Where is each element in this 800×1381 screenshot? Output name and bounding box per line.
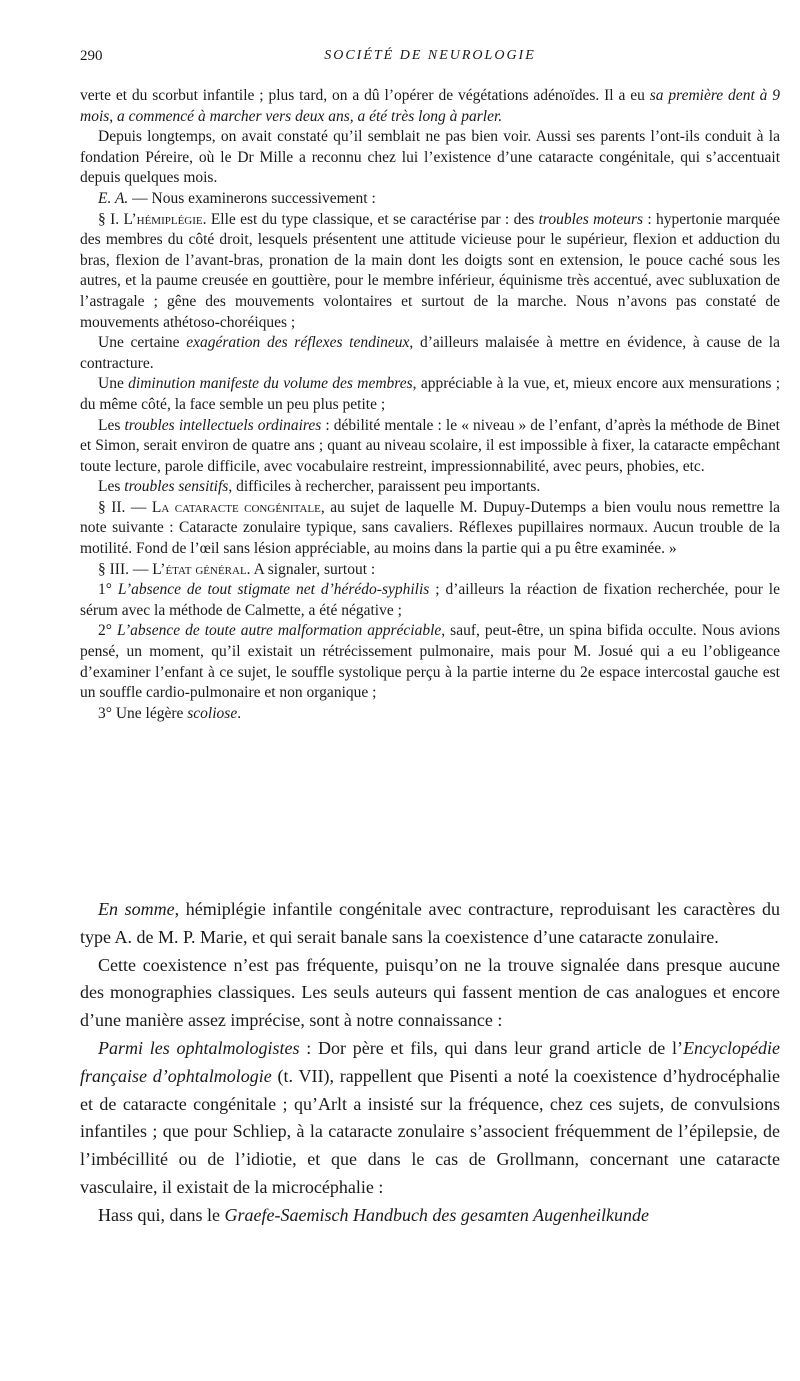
text-run: L’absence de tout stigmate net d’hérédo-syphilis <box>117 581 430 599</box>
text-run: , au sujet de laquelle M. Dupuy-Dutemps a bien voulu nous remettre la note suivante : Cataracte zonulaire typique, sans cavaliers. Réflexes pupillaires normaux. Aucun trouble de la motilité. Fond de l’œil sans lésion appréciable, au moins dans la partie qui a pu être examinée. » <box>80 498 781 558</box>
paragraph <box>80 1035 780 1202</box>
paragraph <box>80 477 780 498</box>
text-run: Les <box>98 416 125 434</box>
paragraph <box>80 704 780 725</box>
paragraph <box>80 416 780 478</box>
text-run: L’état général <box>152 560 247 578</box>
paragraph <box>80 333 780 374</box>
text-run: Graefe-Saemisch Handbuch des gesamten Augenheilkunde <box>224 1204 650 1225</box>
text-run: § I. <box>98 210 124 228</box>
text-run: 3° Une légère <box>98 704 188 722</box>
text-run: Hass qui, dans le <box>98 1204 225 1225</box>
text-run: , d’ailleurs malaisée à mettre en évidence, à cause de la contracture. <box>80 334 780 372</box>
text-run: En somme <box>98 899 175 919</box>
paragraph <box>80 374 780 415</box>
text-run: diminution manifeste du volume des membres <box>128 375 413 393</box>
text-run: Cette coexistence n’est pas fréquente, puisqu’on ne la trouve signalée dans presque aucune des monographies classiques. Les seuls auteurs qui fassent mention de cas analogues et encore d’une manière assez imprécise, sont à notre connaissance : <box>80 954 780 1031</box>
text-run: : hypertonie marquée des membres du côté droit, lesquels présentent une attitude vicieuse pour le supérieur, flexion et adduction du bras, flexion de l’avant-bras, pronation de la main dont les doigts sont en extension, le pouce caché sous les autres, et la paume creusée en gouttière, pour le membre inférieur, équinisme très accentué, avec subluxation de l’astragale ; gêne des mouvements volontaires et surtout de la marche. Nous n’avons pas constaté de mouvements athétoso-choréiques ; <box>80 210 780 331</box>
paragraph <box>80 952 780 1035</box>
text-run: , hémiplégie infantile congénitale avec contracture, reproduisant les caractères du type A. de M. P. Marie, et qui serait banale sans la coexistence d’une cataracte zonulaire. <box>80 899 780 947</box>
paragraph <box>80 86 780 127</box>
page-number: 290 <box>80 48 103 64</box>
text-run: , sauf, peut-être, un spina bifida occulte. Nous avions pensé, un moment, qu’il existait un rétrécissement pulmonaire, mais pour M. Josué qui a eu l’obligeance d’examiner l’enfant à ce sujet, le souffle systolique perçu à la partie interne du 2e espace intercostal gauche est un souffle cardio-pulmonaire et non organique ; <box>80 622 780 702</box>
text-run: Parmi les ophtalmologistes <box>98 1037 300 1058</box>
text-run: verte et du scorbut infantile ; plus tard, on a dû l’opérer de végétations adénoïdes. Il a eu <box>80 87 650 104</box>
text-run: . A signaler, surtout : <box>246 560 376 578</box>
text-run: : débilité mentale : le « niveau » de l’enfant, d’après la méthode de Binet et Simon, serait environ de quatre ans ; quant au niveau scolaire, il est impossible à fixer, la cataracte empêchant toute lecture, parole difficile, avec vocabulaire restreint, impressionnabilité, avec peurs, phobies, etc. <box>80 416 780 475</box>
text-run: L’absence de toute autre malformation appréciable <box>116 622 442 640</box>
text-run: E. A. <box>98 189 129 207</box>
paragraph <box>80 498 780 560</box>
text-run: , difficiles à rechercher, paraissent peu importants. <box>228 478 541 496</box>
paragraph <box>80 189 780 210</box>
paragraph <box>80 580 780 621</box>
running-title: SOCIÉTÉ DE NEUROLOGIE <box>324 48 536 63</box>
text-run: exagération des réflexes tendineux <box>186 334 410 352</box>
text-run: . Elle est du type classique, et se caractérise par : des <box>202 210 539 228</box>
text-run: : Dor père et fils, qui dans leur grand article de l’ <box>299 1037 684 1058</box>
text-run: Depuis longtemps, on avait constaté qu’il semblait ne pas bien voir. Aussi ses parents l’ont-ils conduit à la fondation Péreire, où le Dr Mille a reconnu chez lui l’existence d’une cataracte congénitale, qui s’accentuait depuis quelques mois. <box>80 128 780 187</box>
discussion-body <box>80 896 780 1230</box>
text-run: ; d’ailleurs la réaction de fixation recherchée, pour le sérum avec la méthode de Calmette, a été négative ; <box>80 581 780 619</box>
text-run: Une <box>98 375 129 393</box>
case-report-body <box>80 86 780 724</box>
text-run: La cataracte congénitale <box>151 498 321 516</box>
text-run: Encyclopédie française d’ophtalmologie <box>80 1037 781 1086</box>
paragraph <box>80 896 780 952</box>
paragraph <box>80 210 780 334</box>
text-run: § II. — <box>98 498 152 516</box>
text-run: Une certaine <box>98 334 187 352</box>
text-run: § III. — <box>98 560 153 578</box>
text-run: . <box>237 704 242 722</box>
text-run: , appréciable à la vue, et, mieux encore aux mensurations ; du même côté, la face semble un peu plus petite ; <box>80 375 780 413</box>
text-run: troubles intellectuels ordinaires <box>124 416 322 434</box>
text-run: Les <box>98 478 125 496</box>
text-run: sa première dent à 9 mois, a commencé à marcher vers deux ans, a été très long à parler. <box>80 87 780 125</box>
page-header <box>80 48 780 70</box>
text-run: L’hémiplégie <box>123 210 203 228</box>
paragraph <box>80 560 780 581</box>
text-run: 2° <box>98 622 117 640</box>
text-run: (t. VII), rappellent que Pisenti a noté la coexistence d’hydrocéphalie et de cataracte congénitale ; qu’Arlt a insisté sur la fréquence, chez ces sujets, de convulsions infantiles ; que pour Schliep, à la cataracte zonulaire s’associent fréquemment de l’épilepsie, de l’imbécillité ou de l’idiotie, et que dans le cas de Grollmann, concernant une cataracte vasculaire, il existait de la microcéphalie : <box>80 1065 781 1197</box>
paragraph <box>80 621 780 703</box>
text-run: troubles moteurs <box>538 210 644 228</box>
text-run: 1° <box>98 581 118 599</box>
paragraph <box>80 127 780 189</box>
text-run: troubles sensitifs <box>124 478 229 496</box>
text-run: — Nous examinerons successivement : <box>128 189 376 207</box>
paragraph <box>80 1202 780 1230</box>
text-run: scoliose <box>187 704 238 722</box>
